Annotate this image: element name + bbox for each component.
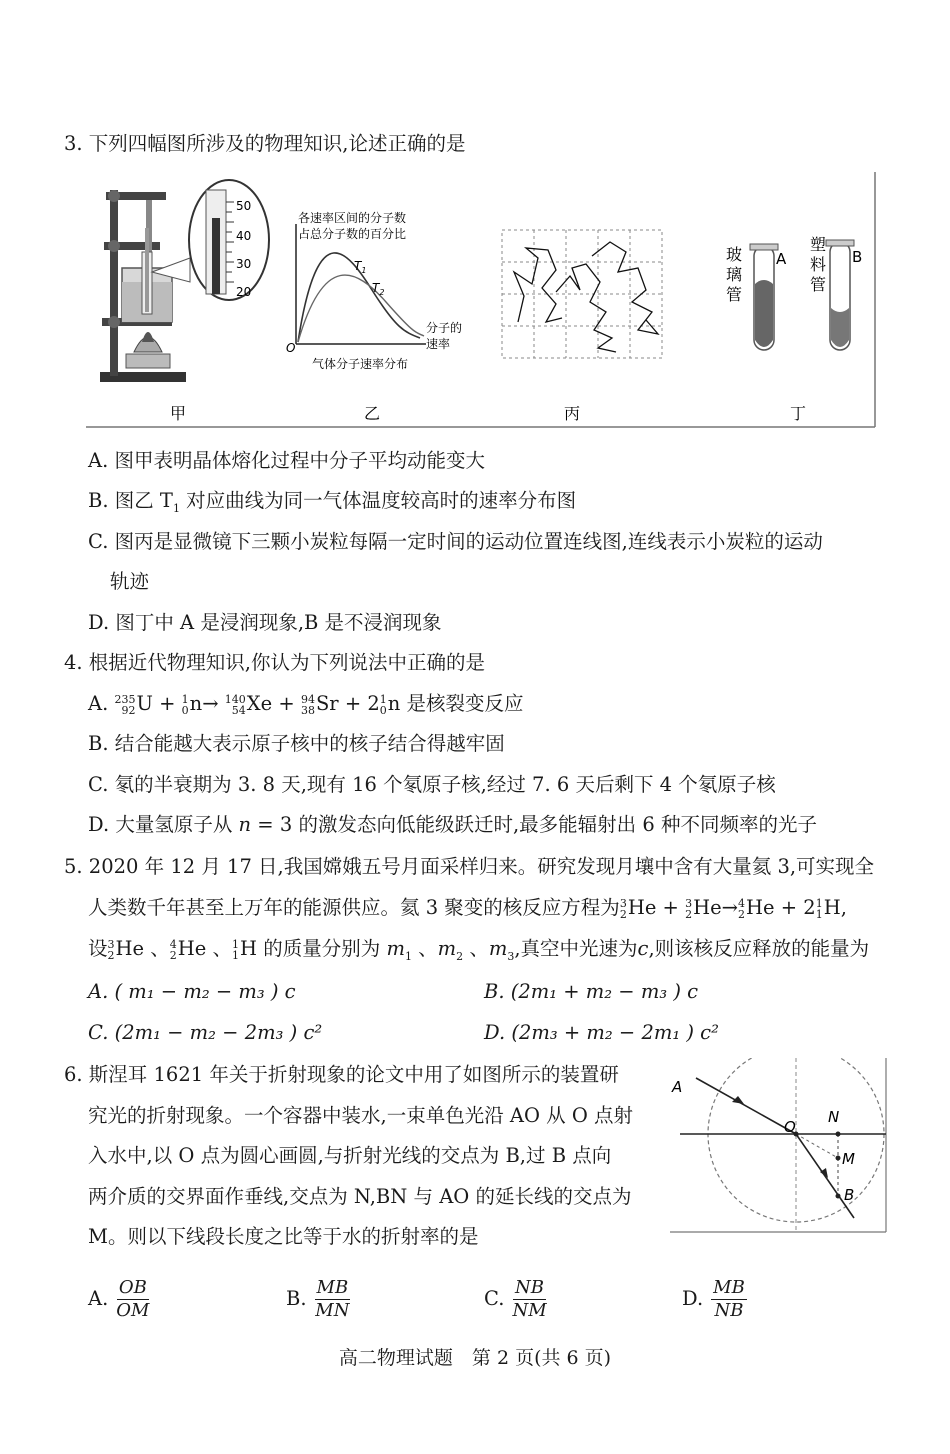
- fig-bing-brownian: [502, 230, 662, 358]
- yi-origin: O: [286, 341, 296, 355]
- yi-curve1: $T_1$: [354, 259, 367, 275]
- thermo-tick-40: 40: [236, 229, 252, 243]
- q4-option-c: C. 氡的半衰期为 3. 8 天,现有 16 个氡原子核,经过 7. 6 天后剩下 4 个氡原子核: [88, 773, 776, 796]
- q6-fig-label-n: N: [828, 1108, 840, 1126]
- tube-a-letter: A: [776, 250, 787, 268]
- q6-fig-label-b: B: [844, 1186, 855, 1204]
- fig-label-yi: 乙: [364, 404, 381, 423]
- thermo-tick-30: 30: [236, 257, 252, 271]
- q6-fig-label-o: O: [784, 1118, 796, 1136]
- tube-b-char-3: 管: [810, 275, 827, 294]
- tube-a-char-3: 管: [726, 285, 743, 304]
- fig-jia-apparatus: [100, 180, 269, 382]
- yi-ylabel-1: 各速率区间的分子数: [298, 211, 407, 225]
- yi-xlabel-2: 速率: [426, 337, 451, 351]
- q4-option-a: A. 235 92 U + 1 0 n→ 140 54 Xe + 94 38 Sr + 2 1 0 n 是核裂变反应: [88, 692, 524, 717]
- q5-line-1: 5. 2020 年 12 月 17 日,我国嫦娥五号月面采样归来。研究发现月壤中含有大量氦 3,可实现全: [64, 855, 875, 878]
- q6-fig-label-a: A: [672, 1078, 683, 1096]
- q5-option-c: C. (2m₁ − m₂ − 2m₃ ) c²: [88, 1021, 323, 1044]
- q6-line-3: 入水中,以 O 点为圆心画圆,与折射光线的交点为 B,过 B 点向: [88, 1144, 612, 1167]
- fig-label-bing: 丙: [564, 404, 581, 423]
- q5-line-3: 设 3 2 He 、 4 2 He 、 1 1 H 的质量分别为 $m_1$ 、$m_2$ 、$m_3$,真空中光速为c,则该核反应释放的能量为: [88, 937, 870, 963]
- q6-option-b: B. $\frac{MB}{MN}$: [286, 1277, 350, 1321]
- q3-figure-svg: [86, 172, 878, 430]
- tube-b-letter: B: [852, 248, 863, 266]
- q6-option-c: C. $\frac{NB}{NM}$: [484, 1277, 547, 1321]
- q4-option-d: D. 大量氢原子从 n = 3 的激发态向低能级跃迁时,最多能辐射出 6 种不同频率的光子: [88, 813, 817, 836]
- yi-ylabel-2: 占总分子数的百分比: [298, 227, 407, 241]
- q6-option-a: A. $\frac{OB}{OM}$: [88, 1277, 150, 1321]
- tube-b-char-1: 塑: [810, 235, 827, 254]
- q3-stem: 3. 下列四幅图所涉及的物理知识,论述正确的是: [64, 132, 466, 155]
- fig-yi-distribution: [286, 210, 462, 371]
- q3-option-a: A. 图甲表明晶体熔化过程中分子平均动能变大: [88, 449, 485, 472]
- q5-option-b: B. (2m₁ + m₂ − m₃ ) c: [484, 980, 699, 1003]
- tube-a-char-2: 璃: [726, 265, 743, 284]
- thermo-tick-20: 20: [236, 285, 252, 299]
- q3-figure: [86, 172, 878, 430]
- q6-option-d: D. $\frac{MB}{NB}$: [682, 1277, 745, 1321]
- q6-fig-label-m: M: [842, 1150, 855, 1168]
- tube-a-char-1: 玻: [726, 245, 743, 264]
- q3-option-c-2: 轨迹: [110, 570, 150, 593]
- q5-option-d: D. (2m₃ + m₂ − 2m₁ ) c²: [484, 1021, 719, 1044]
- yi-curve2: $T_2$: [372, 281, 385, 297]
- q3-option-b: B. 图乙 $T_1$ 对应曲线为同一气体温度较高时的速率分布图: [88, 489, 577, 515]
- q6-line-2: 究光的折射现象。一个容器中装水,一束单色光沿 AO 从 O 点射: [88, 1104, 634, 1127]
- q6-line-1: 6. 斯涅耳 1621 年关于折射现象的论文中用了如图所示的装置研: [64, 1063, 619, 1086]
- yi-xlabel-1: 分子的: [426, 321, 463, 335]
- fig-label-ding: 丁: [790, 404, 807, 423]
- fig-label-jia: 甲: [170, 404, 187, 423]
- q5-line-2: 人类数千年甚至上万年的能源供应。氦 3 聚变的核反应方程为 3 2 He + 3 2 He→ 4 2 He + 2 1 1 H,: [88, 896, 847, 921]
- q5-option-a: A. ( m₁ − m₂ − m₃ ) c: [88, 980, 296, 1003]
- tube-b-char-2: 料: [810, 255, 827, 274]
- fig-ding-tubes: [726, 235, 862, 350]
- q6-line-5: M。则以下线段长度之比等于水的折射率的是: [88, 1225, 479, 1248]
- q6-figure-svg: [668, 1058, 890, 1234]
- thermo-tick-50: 50: [236, 199, 252, 213]
- yi-caption: 气体分子速率分布: [312, 357, 409, 371]
- q3-option-d: D. 图丁中 A 是浸润现象,B 是不浸润现象: [88, 611, 442, 634]
- q6-line-4: 两介质的交界面作垂线,交点为 N,BN 与 AO 的延长线的交点为: [88, 1185, 632, 1208]
- page-footer: 高二物理试题 第 2 页(共 6 页): [338, 1347, 612, 1369]
- q4-option-b: B. 结合能越大表示原子核中的核子结合得越牢固: [88, 732, 505, 755]
- q4-stem: 4. 根据近代物理知识,你认为下列说法中正确的是: [64, 651, 486, 674]
- q3-option-c-1: C. 图丙是显微镜下三颗小炭粒每隔一定时间的运动位置连线图,连线表示小炭粒的运动: [88, 530, 823, 553]
- q6-figure: [668, 1058, 890, 1234]
